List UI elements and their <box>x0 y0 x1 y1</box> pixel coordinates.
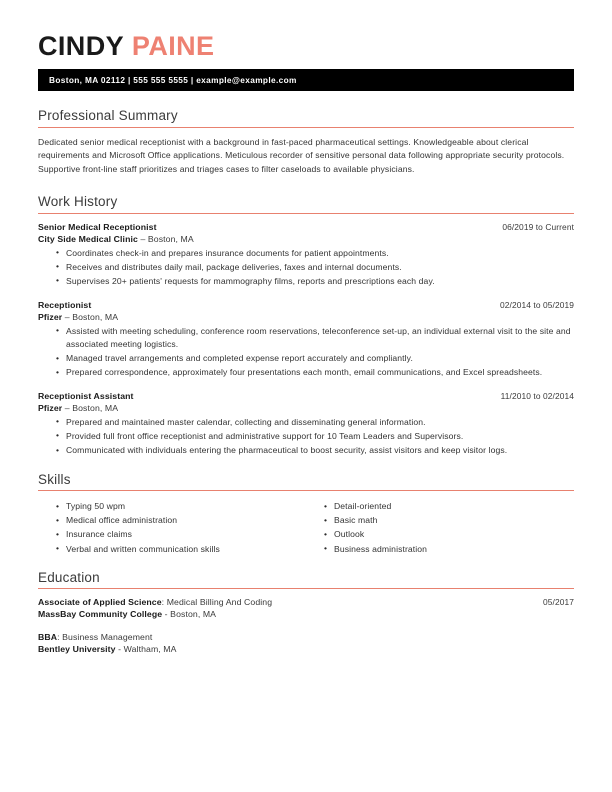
education-degree: BBA <box>38 632 58 643</box>
resume-header <box>38 0 574 60</box>
job-dates: 06/2019 to Current <box>502 221 574 232</box>
education-school-line <box>38 644 574 654</box>
job-header-row <box>38 300 574 310</box>
section-professional-summary <box>38 108 574 177</box>
job-bullet-list <box>38 325 574 380</box>
job-bullet: • Supervises 20+ patients' requests for mammography films, reports and prescriptions each day. <box>66 275 574 289</box>
skills-column-right <box>306 499 574 556</box>
education-entry <box>38 597 574 619</box>
contact-bar <box>38 69 574 91</box>
job-title: Receptionist Assistant <box>38 390 134 401</box>
job-location: – Boston, MA <box>64 402 119 413</box>
education-entry <box>38 632 574 654</box>
skill-item: • Typing 50 wpm <box>66 499 306 513</box>
summary-paragraph: Dedicated senior medical receptionist with a background in fast-paced pharmaceutical settings. Knowledgeable about clerical requirements and Microsoft Office applications. Meticulous recorder of sensitive personal data following appropriate security protocols. Supportive front-line staff prioritizes and triages cases to filter caseloads to available physicians. <box>38 136 565 175</box>
job-bullet: • Coordinates check-in and prepares insurance documents for patient appointments. <box>66 247 574 261</box>
last-name: PAINE <box>131 31 215 61</box>
skills-column-left <box>38 499 306 556</box>
job-company-name: Pfizer <box>38 311 63 322</box>
skills-list <box>306 499 574 556</box>
job-bullet: • Provided full front office receptionist and administrative support for 10 Team Leaders and Supervisors. <box>66 430 574 444</box>
education-field: : Medical Billing And Coding <box>161 597 273 608</box>
job-entry <box>38 391 574 458</box>
job-company-line <box>38 403 574 413</box>
job-location: – Boston, MA <box>140 233 194 244</box>
education-degree-line <box>38 632 152 642</box>
section-divider <box>38 213 574 214</box>
job-bullet: • Managed travel arrangements and completed expense report accurately and compliantly. <box>66 352 574 366</box>
section-title-skills: Skills <box>38 471 71 487</box>
job-title: Senior Medical Receptionist <box>38 221 157 232</box>
job-company-line <box>38 234 574 244</box>
skill-item: • Outlook <box>334 527 574 541</box>
job-bullet: • Receives and distributes daily mail, package deliveries, faxes and internal documents. <box>66 261 574 275</box>
education-school-line <box>38 609 574 619</box>
first-name: CINDY <box>38 31 125 61</box>
education-school-name: MassBay Community College <box>38 609 163 620</box>
job-bullet: • Prepared and maintained master calendar, collecting and disseminating general information. <box>66 416 574 430</box>
job-bullet-list <box>38 416 574 458</box>
job-bullet: • Prepared correspondence, approximately four presentations each month, email communications, and Excel spreadsheets. <box>66 366 574 380</box>
education-header-row <box>38 597 574 607</box>
job-bullet-list <box>38 247 574 289</box>
job-header-row <box>38 222 574 232</box>
education-date: 05/2017 <box>543 597 574 608</box>
section-title-summary: Professional Summary <box>38 108 178 123</box>
skills-columns <box>38 499 574 556</box>
skill-item: • Verbal and written communication skills <box>66 542 306 556</box>
education-degree: Associate of Applied Science <box>38 597 162 608</box>
section-divider <box>38 588 574 589</box>
skills-list <box>38 499 306 556</box>
section-skills <box>38 472 574 556</box>
section-divider <box>38 127 574 128</box>
job-bullet: • Communicated with individuals entering the pharmaceutical to boost security, assist visitors and keep visitor logs. <box>66 444 574 458</box>
education-school-location: - Waltham, MA <box>115 644 177 655</box>
skill-item: • Insurance claims <box>66 527 306 541</box>
section-divider <box>38 490 574 491</box>
candidate-name <box>38 33 574 60</box>
education-header-row <box>38 632 574 642</box>
job-header-row <box>38 391 574 401</box>
skill-item: • Medical office administration <box>66 513 306 527</box>
section-work-history <box>38 194 574 457</box>
education-school-name: Bentley University <box>38 644 116 655</box>
section-title-work-history: Work History <box>38 194 118 210</box>
job-bullet: • Assisted with meeting scheduling, conference room reservations, teleconference set-up, an individual external visit to the site and associated meeting logistics. <box>66 325 574 352</box>
skill-item: • Detail-oriented <box>334 499 574 513</box>
job-title: Receptionist <box>38 299 92 310</box>
education-degree-line <box>38 597 272 607</box>
job-company-name: Pfizer <box>38 402 63 413</box>
education-school-location: - Boston, MA <box>162 609 217 620</box>
job-dates: 02/2014 to 05/2019 <box>500 299 574 310</box>
job-dates: 11/2010 to 02/2014 <box>500 390 574 401</box>
section-title-education: Education <box>38 569 100 585</box>
job-entry <box>38 222 574 289</box>
skill-item: • Business administration <box>334 542 574 556</box>
job-entry <box>38 300 574 380</box>
job-company-name: City Side Medical Clinic <box>38 233 138 244</box>
education-field: : Business Management <box>57 632 153 643</box>
job-company-line <box>38 312 574 322</box>
contact-line: Boston, MA 02112 | 555 555 5555 | example@example.com <box>49 75 297 85</box>
skill-item: • Basic math <box>334 513 574 527</box>
section-education <box>38 570 574 655</box>
job-location: – Boston, MA <box>64 311 119 322</box>
